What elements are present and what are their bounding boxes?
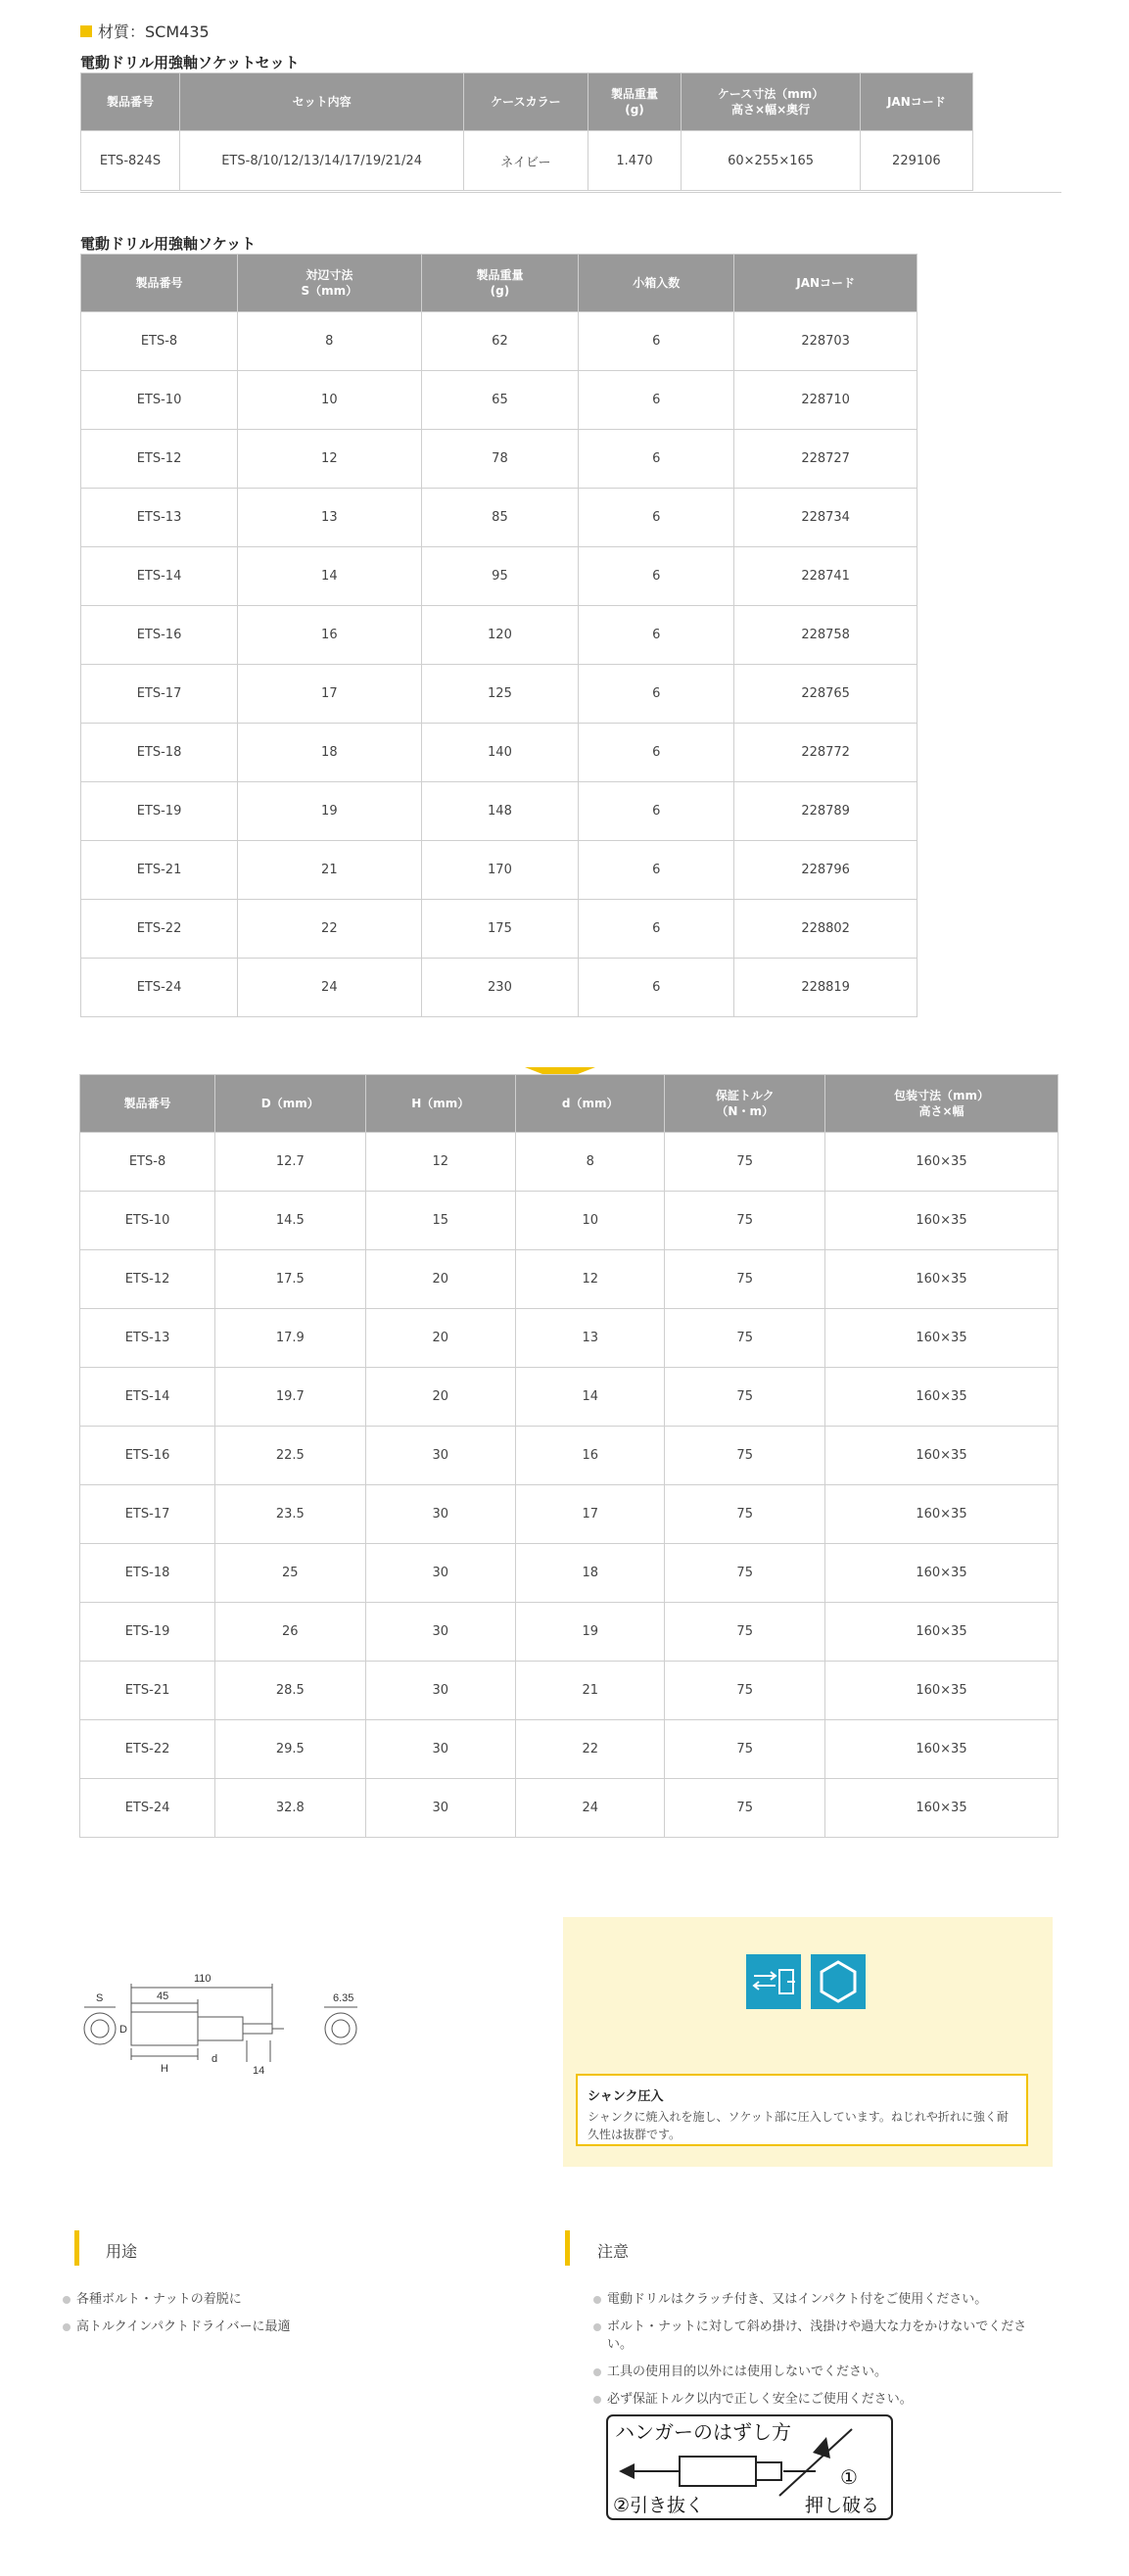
jan-code-cell: 228765 [734, 665, 917, 724]
dim-d-cell: 21 [515, 1662, 665, 1720]
t1-header-cell: 製品番号 [81, 73, 180, 131]
package-size-cell: 160×35 [824, 1485, 1058, 1544]
dim-H-cell: 30 [365, 1427, 515, 1485]
dim-H-cell: 30 [365, 1720, 515, 1779]
dim-d-cell: 17 [515, 1485, 665, 1544]
table-row [81, 959, 917, 1017]
package-size-cell: 160×35 [824, 1544, 1058, 1603]
dim-D-label: D [119, 2024, 127, 2036]
box-quantity-cell: 6 [579, 959, 734, 1017]
hexagon-icon [811, 1954, 866, 2009]
torque-cell: 75 [665, 1192, 824, 1250]
weight-cell: 170 [421, 841, 579, 900]
set-section-title: 電動ドリル用強軸ソケットセット [80, 54, 300, 71]
t2-header-cell: 製品番号 [81, 255, 238, 312]
product-number-cell: ETS-21 [80, 1662, 215, 1720]
size-s-cell: 8 [238, 312, 422, 371]
dim-H-label: H [161, 2063, 168, 2075]
t1-header-cell: JANコード [860, 73, 972, 131]
dim-H-cell: 20 [365, 1309, 515, 1368]
table-row [80, 1779, 1058, 1838]
package-size-cell: 160×35 [824, 1309, 1058, 1368]
jan-code-cell: 228741 [734, 547, 917, 606]
table-row [80, 1309, 1058, 1368]
list-item: 高トルクインパクトドライバーに最適 [63, 2318, 474, 2336]
dim-H-cell: 30 [365, 1485, 515, 1544]
socket-rear-inner [332, 2020, 350, 2037]
torque-cell: 75 [665, 1427, 824, 1485]
product-number-cell: ETS-18 [81, 724, 238, 782]
product-number-cell: ETS-824S [81, 131, 180, 191]
torque-cell: 75 [665, 1779, 824, 1838]
t2-header-cell: 対辺寸法 S（mm） [238, 255, 422, 312]
dim-d-cell: 19 [515, 1603, 665, 1662]
size-s-cell: 12 [238, 430, 422, 489]
dimension-table-header [80, 1075, 1058, 1133]
product-number-cell: ETS-14 [81, 547, 238, 606]
box-quantity-cell: 6 [579, 900, 734, 959]
dim-H-cell: 20 [365, 1368, 515, 1427]
size-s-cell: 21 [238, 841, 422, 900]
dim-total-label: 110 [194, 1973, 212, 1985]
t3-header-cell: D（mm） [215, 1075, 365, 1133]
case-color-cell: ネイビー [464, 131, 588, 191]
dim-d-cell: 16 [515, 1427, 665, 1485]
dim-D-cell: 14.5 [215, 1192, 365, 1250]
box-quantity-cell: 6 [579, 724, 734, 782]
hanger-step2-label: ②引き抜く [613, 2495, 705, 2516]
table-row [80, 1720, 1058, 1779]
weight-cell: 140 [421, 724, 579, 782]
box-quantity-cell: 6 [579, 312, 734, 371]
size-s-cell: 19 [238, 782, 422, 841]
dim-H-cell: 20 [365, 1250, 515, 1309]
table-row [80, 1368, 1058, 1427]
material-label [80, 20, 210, 42]
caution-list [593, 2291, 1044, 2418]
product-number-cell: ETS-8 [81, 312, 238, 371]
t2-header-cell: 小箱入数 [579, 255, 734, 312]
hanger-step1-label: 押し破る [805, 2495, 880, 2516]
dim-d-cell: 24 [515, 1779, 665, 1838]
feature-text: シャンクに焼入れを施し、ソケット部に圧入しています。ねじれや折れに強く耐久性は抜群です。 [588, 2110, 1009, 2141]
t1-header-cell: セット内容 [179, 73, 463, 131]
box-quantity-cell: 6 [579, 489, 734, 547]
table-row [81, 665, 917, 724]
weight-cell: 65 [421, 371, 579, 430]
dim-D-cell: 29.5 [215, 1720, 365, 1779]
size-s-cell: 14 [238, 547, 422, 606]
product-number-cell: ETS-19 [80, 1603, 215, 1662]
list-item: 電動ドリルはクラッチ付き、又はインパクト付をご使用ください。 [593, 2291, 1044, 2309]
dim-H-cell: 12 [365, 1133, 515, 1192]
package-size-cell: 160×35 [824, 1603, 1058, 1662]
table-row [80, 1544, 1058, 1603]
torque-cell: 75 [665, 1133, 824, 1192]
dim-H-cell: 15 [365, 1192, 515, 1250]
t1-header-cell: 製品重量 (g) [588, 73, 682, 131]
jan-code-cell: 228734 [734, 489, 917, 547]
t3-header-cell: 製品番号 [80, 1075, 215, 1133]
t2-header-cell: 製品重量 (g) [421, 255, 579, 312]
set-table-rule [80, 192, 1061, 193]
torque-cell: 75 [665, 1485, 824, 1544]
jan-code-cell: 228789 [734, 782, 917, 841]
product-number-cell: ETS-10 [80, 1192, 215, 1250]
list-item: 各種ボルト・ナットの着脱に [63, 2291, 474, 2309]
box-quantity-cell: 6 [579, 371, 734, 430]
product-number-cell: ETS-18 [80, 1544, 215, 1603]
caution-heading-bar [565, 2230, 570, 2266]
dim-D-cell: 25 [215, 1544, 365, 1603]
torque-cell: 75 [665, 1662, 824, 1720]
hanger-removal-illustration [605, 2413, 894, 2521]
size-s-cell: 16 [238, 606, 422, 665]
package-size-cell: 160×35 [824, 1662, 1058, 1720]
package-size-cell: 160×35 [824, 1192, 1058, 1250]
dim-D-cell: 17.9 [215, 1309, 365, 1368]
product-number-cell: ETS-21 [81, 841, 238, 900]
jan-code-cell: 228758 [734, 606, 917, 665]
weight-cell: 175 [421, 900, 579, 959]
table-row [81, 489, 917, 547]
jan-code-cell: 229106 [860, 131, 972, 191]
dim-14-label: 14 [253, 2065, 265, 2077]
socket-body [131, 2012, 198, 2045]
size-s-cell: 18 [238, 724, 422, 782]
product-number-cell: ETS-24 [80, 1779, 215, 1838]
t1-header-cell: ケース寸法（mm） 高さ×幅×奥行 [682, 73, 860, 131]
product-number-cell: ETS-14 [80, 1368, 215, 1427]
t1-header-cell: ケースカラー [464, 73, 588, 131]
feature-note [576, 2074, 1028, 2146]
t3-header-cell: 保証トルク （N・m） [665, 1075, 824, 1133]
set-table-header [81, 73, 973, 131]
box-quantity-cell: 6 [579, 665, 734, 724]
product-number-cell: ETS-12 [81, 430, 238, 489]
weight-cell: 148 [421, 782, 579, 841]
product-number-cell: ETS-16 [81, 606, 238, 665]
torque-cell: 75 [665, 1309, 824, 1368]
jan-code-cell: 228710 [734, 371, 917, 430]
size-s-cell: 24 [238, 959, 422, 1017]
product-number-cell: ETS-24 [81, 959, 238, 1017]
socket-front-outer [84, 2013, 116, 2044]
feature-panel [563, 1917, 1053, 2167]
size-s-cell: 17 [238, 665, 422, 724]
weight-cell: 85 [421, 489, 579, 547]
usage-heading: 用途 [106, 2242, 138, 2261]
usage-list [63, 2291, 474, 2346]
dim-shank-label: 6.35 [333, 1992, 354, 2004]
dim-D-cell: 19.7 [215, 1368, 365, 1427]
jan-code-cell: 228796 [734, 841, 917, 900]
feature-title: シャンク圧入 [588, 2089, 664, 2104]
case-size-cell: 60×255×165 [682, 131, 860, 191]
size-s-cell: 10 [238, 371, 422, 430]
socket-table [80, 254, 917, 1017]
weight-cell: 1.470 [588, 131, 682, 191]
dim-D-cell: 23.5 [215, 1485, 365, 1544]
product-number-cell: ETS-22 [81, 900, 238, 959]
table-row [80, 1192, 1058, 1250]
torque-cell: 75 [665, 1250, 824, 1309]
product-number-cell: ETS-17 [80, 1485, 215, 1544]
table-row [80, 1250, 1058, 1309]
dim-D-cell: 17.5 [215, 1250, 365, 1309]
caution-heading: 注意 [597, 2242, 630, 2261]
dim-d-cell: 8 [515, 1133, 665, 1192]
weight-cell: 78 [421, 430, 579, 489]
dim-d-cell: 22 [515, 1720, 665, 1779]
table-row [81, 782, 917, 841]
dim-H-cell: 30 [365, 1779, 515, 1838]
socket-dimension-diagram [76, 1968, 380, 2095]
box-quantity-cell: 6 [579, 606, 734, 665]
box-quantity-cell: 6 [579, 841, 734, 900]
product-number-cell: ETS-17 [81, 665, 238, 724]
package-size-cell: 160×35 [824, 1368, 1058, 1427]
yellow-square-icon [80, 25, 92, 37]
weight-cell: 120 [421, 606, 579, 665]
package-size-cell: 160×35 [824, 1779, 1058, 1838]
dim-s-label: S [96, 1992, 104, 2004]
product-number-cell: ETS-8 [80, 1133, 215, 1192]
box-quantity-cell: 6 [579, 782, 734, 841]
product-number-cell: ETS-19 [81, 782, 238, 841]
dim-D-cell: 22.5 [215, 1427, 365, 1485]
dim-D-cell: 32.8 [215, 1779, 365, 1838]
jan-code-cell: 228772 [734, 724, 917, 782]
table-row [81, 606, 917, 665]
table-row [81, 312, 917, 371]
package-size-cell: 160×35 [824, 1720, 1058, 1779]
list-item: ボルト・ナットに対して斜め掛け、浅掛けや過大な力をかけないでください。 [593, 2318, 1044, 2354]
usage-heading-bar [74, 2230, 79, 2266]
torque-cell: 75 [665, 1368, 824, 1427]
product-number-cell: ETS-13 [80, 1309, 215, 1368]
dim-d-label: d [212, 2053, 218, 2065]
jan-code-cell: 228727 [734, 430, 917, 489]
dimension-table [79, 1074, 1058, 1838]
size-s-cell: 22 [238, 900, 422, 959]
dim-d-cell: 12 [515, 1250, 665, 1309]
jan-code-cell: 228802 [734, 900, 917, 959]
dim-d-cell: 18 [515, 1544, 665, 1603]
dim-H-cell: 30 [365, 1544, 515, 1603]
box-quantity-cell: 6 [579, 430, 734, 489]
package-size-cell: 160×35 [824, 1133, 1058, 1192]
table-row [80, 1427, 1058, 1485]
weight-cell: 230 [421, 959, 579, 1017]
product-number-cell: ETS-22 [80, 1720, 215, 1779]
dim-H-cell: 30 [365, 1603, 515, 1662]
dim-45-label: 45 [157, 1991, 169, 2002]
t3-header-cell: 包装寸法（mm） 高さ×幅 [824, 1075, 1058, 1133]
table-row [80, 1485, 1058, 1544]
list-item: 必ず保証トルク以内で正しく安全にご使用ください。 [593, 2391, 1044, 2409]
torque-cell: 75 [665, 1720, 824, 1779]
table-row [80, 1603, 1058, 1662]
table-row [80, 1133, 1058, 1192]
dim-D-cell: 28.5 [215, 1662, 365, 1720]
jan-code-cell: 228703 [734, 312, 917, 371]
dim-d-cell: 14 [515, 1368, 665, 1427]
shank [243, 2024, 272, 2034]
t3-header-cell: H（mm） [365, 1075, 515, 1133]
product-number-cell: ETS-10 [81, 371, 238, 430]
table-row [81, 430, 917, 489]
socket-rear-outer [325, 2013, 356, 2044]
dim-d-cell: 10 [515, 1192, 665, 1250]
dim-D-cell: 12.7 [215, 1133, 365, 1192]
weight-cell: 95 [421, 547, 579, 606]
material-text: 材質：SCM435 [98, 23, 210, 41]
product-number-cell: ETS-12 [80, 1250, 215, 1309]
box-quantity-cell: 6 [579, 547, 734, 606]
table-row [81, 900, 917, 959]
socket-neck [198, 2017, 243, 2040]
t3-header-cell: d（mm） [515, 1075, 665, 1133]
socket-section-title: 電動ドリル用強軸ソケット [80, 235, 257, 253]
set-table [80, 72, 973, 191]
weight-cell: 125 [421, 665, 579, 724]
package-size-cell: 160×35 [824, 1427, 1058, 1485]
hanger-step1: ① [840, 2465, 858, 2489]
hanger-title: ハンガーのはずし方 [615, 2420, 791, 2444]
size-s-cell: 13 [238, 489, 422, 547]
dim-d-cell: 13 [515, 1309, 665, 1368]
socket-table-header [81, 255, 917, 312]
jan-code-cell: 228819 [734, 959, 917, 1017]
table-row [81, 547, 917, 606]
table-row [81, 841, 917, 900]
list-item: 工具の使用目的以外には使用しないでください。 [593, 2364, 1044, 2381]
socket-front-inner [91, 2020, 109, 2037]
shank-press-fit-icon [746, 1954, 801, 2009]
set-contents-cell: ETS-8/10/12/13/14/17/19/21/24 [179, 131, 463, 191]
package-size-cell: 160×35 [824, 1250, 1058, 1309]
torque-cell: 75 [665, 1544, 824, 1603]
product-number-cell: ETS-13 [81, 489, 238, 547]
dim-H-cell: 30 [365, 1662, 515, 1720]
weight-cell: 62 [421, 312, 579, 371]
table-row [80, 1662, 1058, 1720]
table-row [81, 724, 917, 782]
table-row [81, 131, 973, 191]
dim-D-cell: 26 [215, 1603, 365, 1662]
torque-cell: 75 [665, 1603, 824, 1662]
t2-header-cell: JANコード [734, 255, 917, 312]
table-row [81, 371, 917, 430]
product-number-cell: ETS-16 [80, 1427, 215, 1485]
